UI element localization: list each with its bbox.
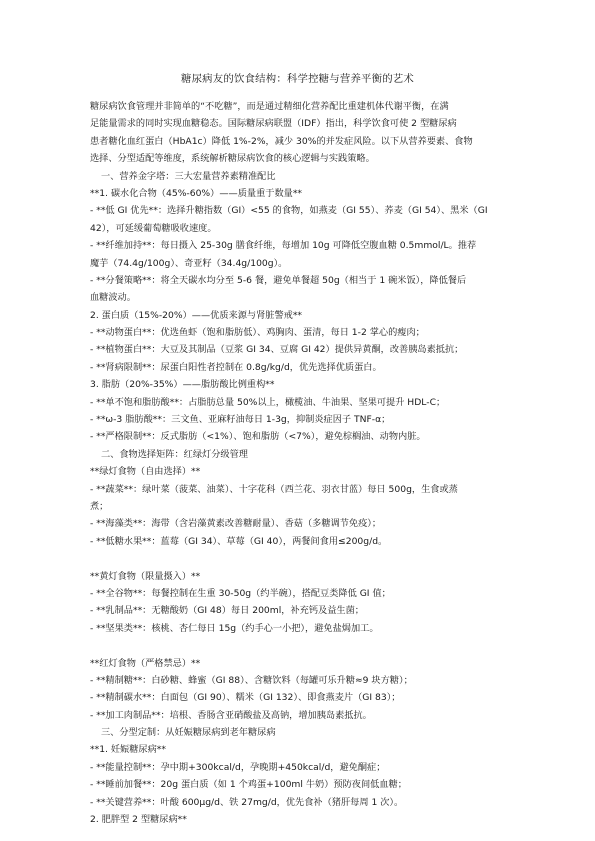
text-line: 选择、分型适配等维度，系统解析糖尿病饮食的核心逻辑与实践策略。 — [90, 153, 375, 165]
text-line: 2. 肥胖型 2 型糖尿病** — [90, 814, 187, 826]
blank-line — [90, 550, 508, 567]
section-heading: 二、食物选择矩阵：红绿灯分级管理 — [101, 448, 248, 460]
text-line: 2. 蛋白质（15%-20%）——优质来源与肾脏警戒** — [90, 309, 303, 321]
text-line: 患者糖化血红蛋白（HbA1c）降低 1%-2%，减少 30%的并发症风险。以下从营养要素、食物 — [90, 135, 473, 147]
document-title: 糖尿病友的饮食结构：科学控糖与营养平衡的艺术 — [181, 73, 414, 85]
text-line: 糖尿病饮食管理并非简单的“不吃糖”，而是通过精细化营养配比重建机体代谢平衡，在满 — [90, 101, 449, 112]
text-line: - **纤维加持**：每日摄入 25-30g 膳食纤维，每增加 10g 可降低空腹血糖 0.5mmol/L。推荐 — [90, 240, 477, 252]
text-line: - **动物蛋白**：优选鱼虾（饱和脂肪低）、鸡胸肉、蛋清，每日 1-2 掌心的瘦肉； — [90, 327, 425, 339]
text-line: - **肾病限制**：尿蛋白阳性者控制在 0.8g/kg/d，优先选择优质蛋白。 — [90, 361, 382, 373]
text-line: - **睡前加餐**：20g 蛋白质（如 1 个鸡蛋+100ml 牛奶）预防夜间低血糖； — [90, 779, 407, 791]
text-line: - **低糖水果**：蓝莓（GI 34）、草莓（GI 40），两餐间食用≤200g/d。 — [90, 535, 388, 547]
text-line: 血糖波动。 — [90, 292, 136, 304]
text-line: - **能量控制**：孕中期+300kcal/d，孕晚期+450kcal/d，避免酮症； — [90, 761, 386, 773]
text-line: **黄灯食物（限量摄入）** — [90, 570, 201, 582]
text-line: - **坚果类**：核桃、杏仁每日 15g（约手心一小把），避免盐焗加工。 — [90, 622, 379, 634]
text-line: **绿灯食物（自由选择）** — [90, 466, 201, 478]
text-line: 足能量需求的同时实现血糖稳态。国际糖尿病联盟（IDF）指出，科学饮食可使 2 型糖尿病 — [90, 118, 457, 130]
text-line: - **严格限制**：反式脂肪（<1%）、饱和脂肪（<7%），避免棕榈油、动物内脏。 — [90, 431, 426, 443]
text-line: - **精制糖**：白砂糖、蜂蜜（GI 88）、含糖饮料（每罐可乐升糖≈9 块方糖）； — [90, 674, 413, 686]
text-line: - **乳制品**：无糖酸奶（GI 48）每日 200ml，补充钙及益生菌； — [90, 605, 364, 617]
text-line: - **ω-3 脂肪酸**：三文鱼、亚麻籽油每日 1-3g，抑制炎症因子 TNF-α； — [90, 414, 391, 426]
text-line: **1. 碳水化合物（45%-60%）——质量重于数量** — [90, 187, 303, 199]
text-line: **1. 妊娠糖尿病** — [90, 744, 166, 756]
text-line: - **分餐策略**：将全天碳水均分至 5-6 餐，避免单餐超 50g（相当于 1 碗米饭），降低餐后 — [90, 274, 467, 286]
document-body — [90, 98, 508, 828]
text-line: - **加工肉制品**：培根、香肠含亚硝酸盐及高钠，增加胰岛素抵抗。 — [90, 709, 372, 721]
text-line: - **关键营养**：叶酸 600μg/d、铁 27mg/d，优先食补（猪肝每周 1 次）。 — [90, 796, 404, 808]
text-line: - **植物蛋白**：大豆及其制品（豆浆 GI 34、豆腐 GI 42）提供异黄酮，改善胰岛素抵抗； — [90, 344, 464, 356]
text-line: - **低 GI 优先**：选择升糖指数（GI）<55 的食物，如燕麦（GI 55）、荞麦（GI 54）、黑米（GI — [90, 205, 488, 217]
section-heading: 一、营养金字塔：三大宏量营养素精准配比 — [101, 170, 276, 182]
text-line: 42），可延缓葡萄糖吸收速度。 — [90, 222, 217, 234]
text-line: - **精制碳水**：白面包（GI 90）、糯米（GI 132）、即食燕麦片（GI 83）； — [90, 692, 401, 704]
section-heading: 三、分型定制：从妊娠糖尿病到老年糖尿病 — [101, 727, 276, 739]
text-line: - **蔬菜**：绿叶菜（菠菜、油菜）、十字花科（西兰花、羽衣甘蓝）每日 500g，生食或蒸 — [90, 483, 458, 495]
text-line: 煮； — [90, 500, 109, 512]
text-line: - **全谷物**：每餐控制在生重 30-50g（约半碗），搭配豆类降低 GI 值； — [90, 587, 391, 599]
text-line: - **单不饱和脂肪酸**：占脂肪总量 50%以上，橄榄油、牛油果、坚果可提升 HDL-C； — [90, 396, 446, 408]
text-line: 魔芋（74.4g/100g）、奇亚籽（34.4g/100g）。 — [90, 257, 288, 269]
text-line: - **海藻类**：海带（含岩藻黄素改善糖耐量）、香菇（多糖调节免疫）； — [90, 518, 382, 530]
text-line: **红灯食物（严格禁忌）** — [90, 657, 201, 669]
text-line: 3. 脂肪（20%-35%）——脂肪酸比例重构** — [90, 379, 275, 391]
blank-line — [90, 637, 508, 654]
